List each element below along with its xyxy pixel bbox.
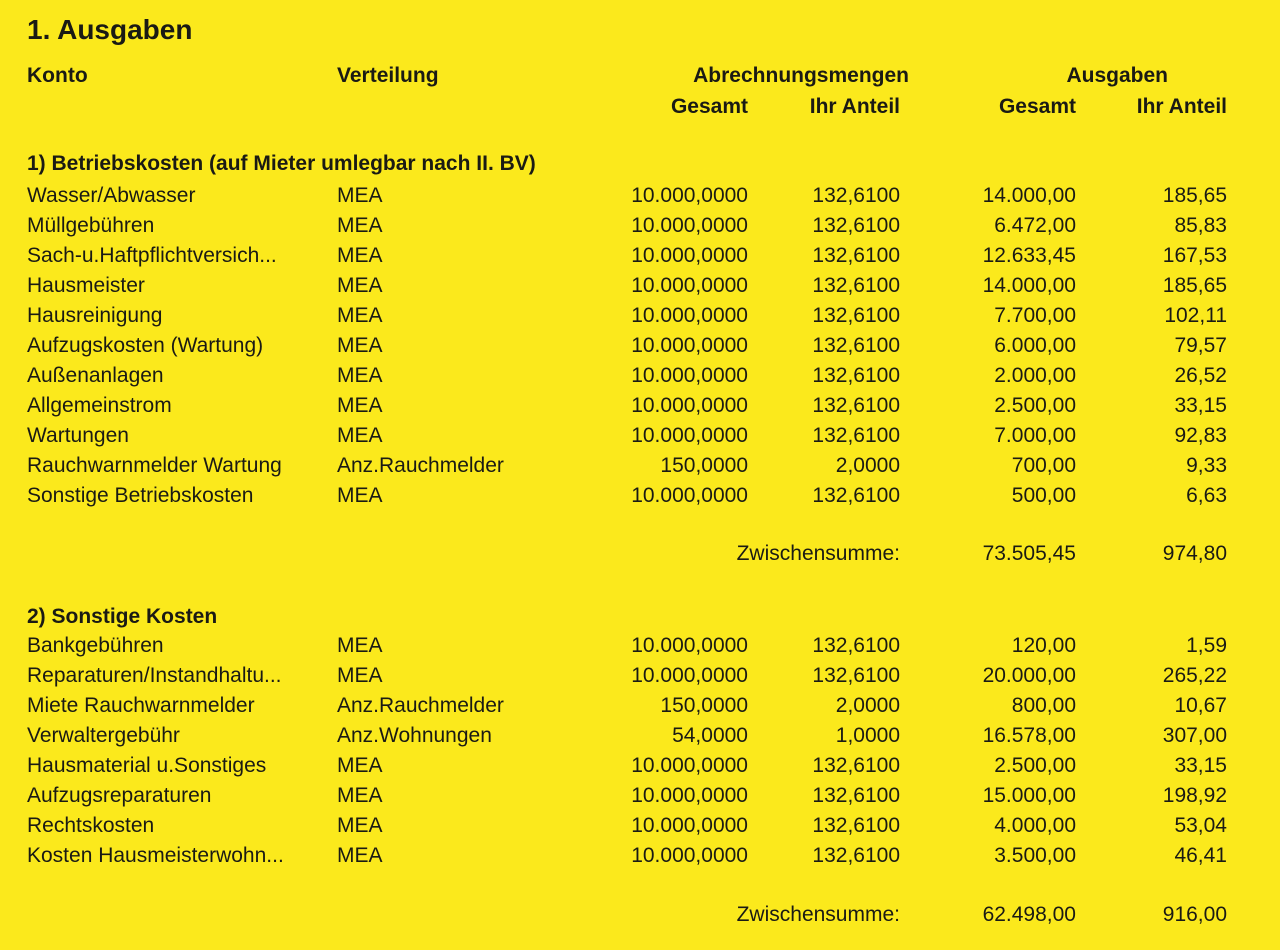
- cell-gesamt-mengen: 10.000,0000: [631, 364, 748, 387]
- cell-ihr-anteil-ausgaben: 198,92: [1162, 784, 1227, 807]
- table-row: [0, 244, 1280, 274]
- cell-gesamt-mengen: 150,0000: [660, 694, 748, 717]
- cell-ihr-anteil-mengen: 132,6100: [812, 364, 900, 387]
- cell-gesamt-ausgaben: 16.578,00: [982, 724, 1076, 747]
- cell-gesamt-ausgaben: 4.000,00: [994, 814, 1076, 837]
- cell-gesamt-mengen: 54,0000: [672, 724, 748, 747]
- table-row: [0, 394, 1280, 424]
- header-ihr-anteil-ausgaben: Ihr Anteil: [1136, 95, 1227, 118]
- table-row: [0, 334, 1280, 364]
- header-ihr-anteil-mengen: Ihr Anteil: [809, 95, 900, 118]
- cell-gesamt-ausgaben: 15.000,00: [982, 784, 1076, 807]
- cell-gesamt-ausgaben: 7.000,00: [994, 424, 1076, 447]
- table-row: [0, 754, 1280, 784]
- cell-verteilung: MEA: [337, 754, 383, 777]
- table-row: [0, 364, 1280, 394]
- cell-konto: Verwaltergebühr: [27, 724, 180, 747]
- cell-verteilung: MEA: [337, 244, 383, 267]
- subtotal-label: Zwischensumme:: [736, 903, 900, 926]
- cell-gesamt-ausgaben: 14.000,00: [982, 184, 1076, 207]
- table-row: [0, 694, 1280, 724]
- cell-gesamt-mengen: 10.000,0000: [631, 754, 748, 777]
- cell-ihr-anteil-ausgaben: 185,65: [1162, 274, 1227, 297]
- cell-gesamt-ausgaben: 20.000,00: [982, 664, 1076, 687]
- subtotal-gesamt: 62.498,00: [982, 903, 1076, 926]
- subtotal-anteil: 974,80: [1162, 542, 1227, 565]
- cell-konto: Wartungen: [27, 424, 129, 447]
- table-row: [0, 814, 1280, 844]
- cell-gesamt-ausgaben: 700,00: [1011, 454, 1076, 477]
- table-row: [0, 844, 1280, 874]
- section-heading: 2) Sonstige Kosten: [27, 605, 218, 628]
- cell-ihr-anteil-ausgaben: 307,00: [1162, 724, 1227, 747]
- cell-ihr-anteil-ausgaben: 1,59: [1186, 634, 1227, 657]
- cell-verteilung: MEA: [337, 274, 383, 297]
- cell-ihr-anteil-ausgaben: 265,22: [1162, 664, 1227, 687]
- cell-gesamt-ausgaben: 2.500,00: [994, 394, 1076, 417]
- header-gesamt-ausgaben: Gesamt: [998, 95, 1076, 118]
- cell-konto: Hausreinigung: [27, 304, 163, 327]
- table-row: [0, 724, 1280, 754]
- cell-verteilung: MEA: [337, 664, 383, 687]
- cell-gesamt-ausgaben: 3.500,00: [994, 844, 1076, 867]
- cell-konto: Sonstige Betriebskosten: [27, 484, 254, 507]
- table-row: [0, 214, 1280, 244]
- cell-gesamt-mengen: 10.000,0000: [631, 784, 748, 807]
- cell-ihr-anteil-mengen: 132,6100: [812, 844, 900, 867]
- cell-verteilung: MEA: [337, 814, 383, 837]
- cell-ihr-anteil-ausgaben: 167,53: [1162, 244, 1227, 267]
- cell-verteilung: MEA: [337, 184, 383, 207]
- cell-gesamt-ausgaben: 120,00: [1011, 634, 1076, 657]
- cell-ihr-anteil-ausgaben: 6,63: [1186, 484, 1227, 507]
- cell-gesamt-ausgaben: 6.000,00: [994, 334, 1076, 357]
- cell-gesamt-mengen: 10.000,0000: [631, 424, 748, 447]
- cell-gesamt-ausgaben: 2.500,00: [994, 754, 1076, 777]
- cell-ihr-anteil-ausgaben: 102,11: [1164, 304, 1227, 327]
- cell-verteilung: MEA: [337, 394, 383, 417]
- cell-konto: Miete Rauchwarnmelder: [27, 694, 255, 717]
- subtotal-anteil: 916,00: [1162, 903, 1227, 926]
- cell-konto: Sach-u.Haftpflichtversich...: [27, 244, 277, 267]
- cell-gesamt-mengen: 10.000,0000: [631, 394, 748, 417]
- cell-ihr-anteil-mengen: 132,6100: [812, 244, 900, 267]
- table-row: [0, 304, 1280, 334]
- cell-gesamt-mengen: 10.000,0000: [631, 274, 748, 297]
- cell-ihr-anteil-ausgaben: 53,04: [1174, 814, 1227, 837]
- cell-konto: Rechtskosten: [27, 814, 155, 837]
- cell-ihr-anteil-mengen: 132,6100: [812, 214, 900, 237]
- cell-ihr-anteil-ausgaben: 185,65: [1162, 184, 1227, 207]
- cell-gesamt-mengen: 10.000,0000: [631, 664, 748, 687]
- cell-verteilung: MEA: [337, 784, 383, 807]
- cell-ihr-anteil-ausgaben: 33,15: [1174, 394, 1227, 417]
- cell-ihr-anteil-ausgaben: 9,33: [1186, 454, 1227, 477]
- subtotal-row: [0, 903, 1280, 933]
- cell-ihr-anteil-mengen: 132,6100: [812, 664, 900, 687]
- header-konto: Konto: [27, 64, 88, 87]
- cell-ihr-anteil-mengen: 132,6100: [812, 424, 900, 447]
- table-row: [0, 454, 1280, 484]
- cell-ihr-anteil-ausgaben: 26,52: [1174, 364, 1227, 387]
- cell-gesamt-mengen: 10.000,0000: [631, 634, 748, 657]
- cell-ihr-anteil-mengen: 132,6100: [812, 814, 900, 837]
- cell-verteilung: MEA: [337, 214, 383, 237]
- cell-gesamt-mengen: 10.000,0000: [631, 484, 748, 507]
- cell-verteilung: MEA: [337, 364, 383, 387]
- cell-konto: Reparaturen/Instandhaltu...: [27, 664, 282, 687]
- cell-ihr-anteil-mengen: 2,0000: [835, 694, 900, 717]
- cell-konto: Bankgebühren: [27, 634, 164, 657]
- cell-gesamt-mengen: 10.000,0000: [631, 244, 748, 267]
- table-row: [0, 274, 1280, 304]
- cell-verteilung: MEA: [337, 484, 383, 507]
- cell-ihr-anteil-mengen: 132,6100: [812, 754, 900, 777]
- cell-ihr-anteil-mengen: 132,6100: [812, 784, 900, 807]
- table-row: [0, 424, 1280, 454]
- cell-gesamt-ausgaben: 800,00: [1011, 694, 1076, 717]
- table-row: [0, 184, 1280, 214]
- header-abrechnungsmengen: Abrechnungsmengen: [693, 64, 909, 87]
- cell-verteilung: Anz.Rauchmelder: [337, 694, 504, 717]
- cell-ihr-anteil-mengen: 1,0000: [835, 724, 900, 747]
- table-row: [0, 634, 1280, 664]
- subtotal-row: [0, 542, 1280, 572]
- subtotal-label: Zwischensumme:: [736, 542, 900, 565]
- cell-ihr-anteil-mengen: 132,6100: [812, 634, 900, 657]
- cell-gesamt-mengen: 10.000,0000: [631, 214, 748, 237]
- cell-gesamt-mengen: 10.000,0000: [631, 334, 748, 357]
- cell-gesamt-mengen: 150,0000: [660, 454, 748, 477]
- cell-ihr-anteil-mengen: 132,6100: [812, 304, 900, 327]
- cell-konto: Rauchwarnmelder Wartung: [27, 454, 282, 477]
- cell-gesamt-ausgaben: 12.633,45: [982, 244, 1076, 267]
- cell-ihr-anteil-mengen: 2,0000: [835, 454, 900, 477]
- header-verteilung: Verteilung: [337, 64, 439, 87]
- cell-gesamt-ausgaben: 6.472,00: [994, 214, 1076, 237]
- cell-gesamt-mengen: 10.000,0000: [631, 814, 748, 837]
- cell-verteilung: MEA: [337, 304, 383, 327]
- cell-konto: Außenanlagen: [27, 364, 164, 387]
- cell-gesamt-ausgaben: 2.000,00: [994, 364, 1076, 387]
- table-row: [0, 664, 1280, 694]
- page-title: 1. Ausgaben: [27, 14, 193, 45]
- cell-verteilung: Anz.Rauchmelder: [337, 454, 504, 477]
- cell-gesamt-ausgaben: 14.000,00: [982, 274, 1076, 297]
- header-ausgaben: Ausgaben: [1066, 64, 1168, 87]
- cell-ihr-anteil-mengen: 132,6100: [812, 334, 900, 357]
- table-row: [0, 784, 1280, 814]
- cell-konto: Wasser/Abwasser: [27, 184, 196, 207]
- cell-konto: Hausmeister: [27, 274, 145, 297]
- cell-ihr-anteil-ausgaben: 46,41: [1174, 844, 1227, 867]
- cell-gesamt-ausgaben: 7.700,00: [994, 304, 1076, 327]
- cell-konto: Müllgebühren: [27, 214, 155, 237]
- subtotal-gesamt: 73.505,45: [982, 542, 1076, 565]
- cell-ihr-anteil-mengen: 132,6100: [812, 274, 900, 297]
- cell-verteilung: MEA: [337, 634, 383, 657]
- cell-ihr-anteil-ausgaben: 79,57: [1174, 334, 1227, 357]
- cell-gesamt-mengen: 10.000,0000: [631, 304, 748, 327]
- cell-ihr-anteil-ausgaben: 85,83: [1174, 214, 1227, 237]
- section-heading: 1) Betriebskosten (auf Mieter umlegbar nach II. BV): [27, 152, 536, 175]
- cell-gesamt-mengen: 10.000,0000: [631, 844, 748, 867]
- cell-ihr-anteil-mengen: 132,6100: [812, 484, 900, 507]
- cell-gesamt-mengen: 10.000,0000: [631, 184, 748, 207]
- cell-ihr-anteil-ausgaben: 33,15: [1174, 754, 1227, 777]
- cell-konto: Aufzugsreparaturen: [27, 784, 212, 807]
- cell-ihr-anteil-mengen: 132,6100: [812, 184, 900, 207]
- cell-verteilung: MEA: [337, 844, 383, 867]
- cell-konto: Kosten Hausmeisterwohn...: [27, 844, 284, 867]
- table-row: [0, 484, 1280, 514]
- cell-konto: Aufzugskosten (Wartung): [27, 334, 264, 357]
- cell-gesamt-ausgaben: 500,00: [1011, 484, 1076, 507]
- cell-konto: Hausmaterial u.Sonstiges: [27, 754, 267, 777]
- cell-verteilung: MEA: [337, 334, 383, 357]
- cell-ihr-anteil-ausgaben: 92,83: [1174, 424, 1227, 447]
- header-gesamt-mengen: Gesamt: [670, 95, 748, 118]
- cell-ihr-anteil-ausgaben: 10,67: [1174, 694, 1227, 717]
- cell-ihr-anteil-mengen: 132,6100: [812, 394, 900, 417]
- cell-verteilung: MEA: [337, 424, 383, 447]
- cell-verteilung: Anz.Wohnungen: [337, 724, 492, 747]
- cell-konto: Allgemeinstrom: [27, 394, 172, 417]
